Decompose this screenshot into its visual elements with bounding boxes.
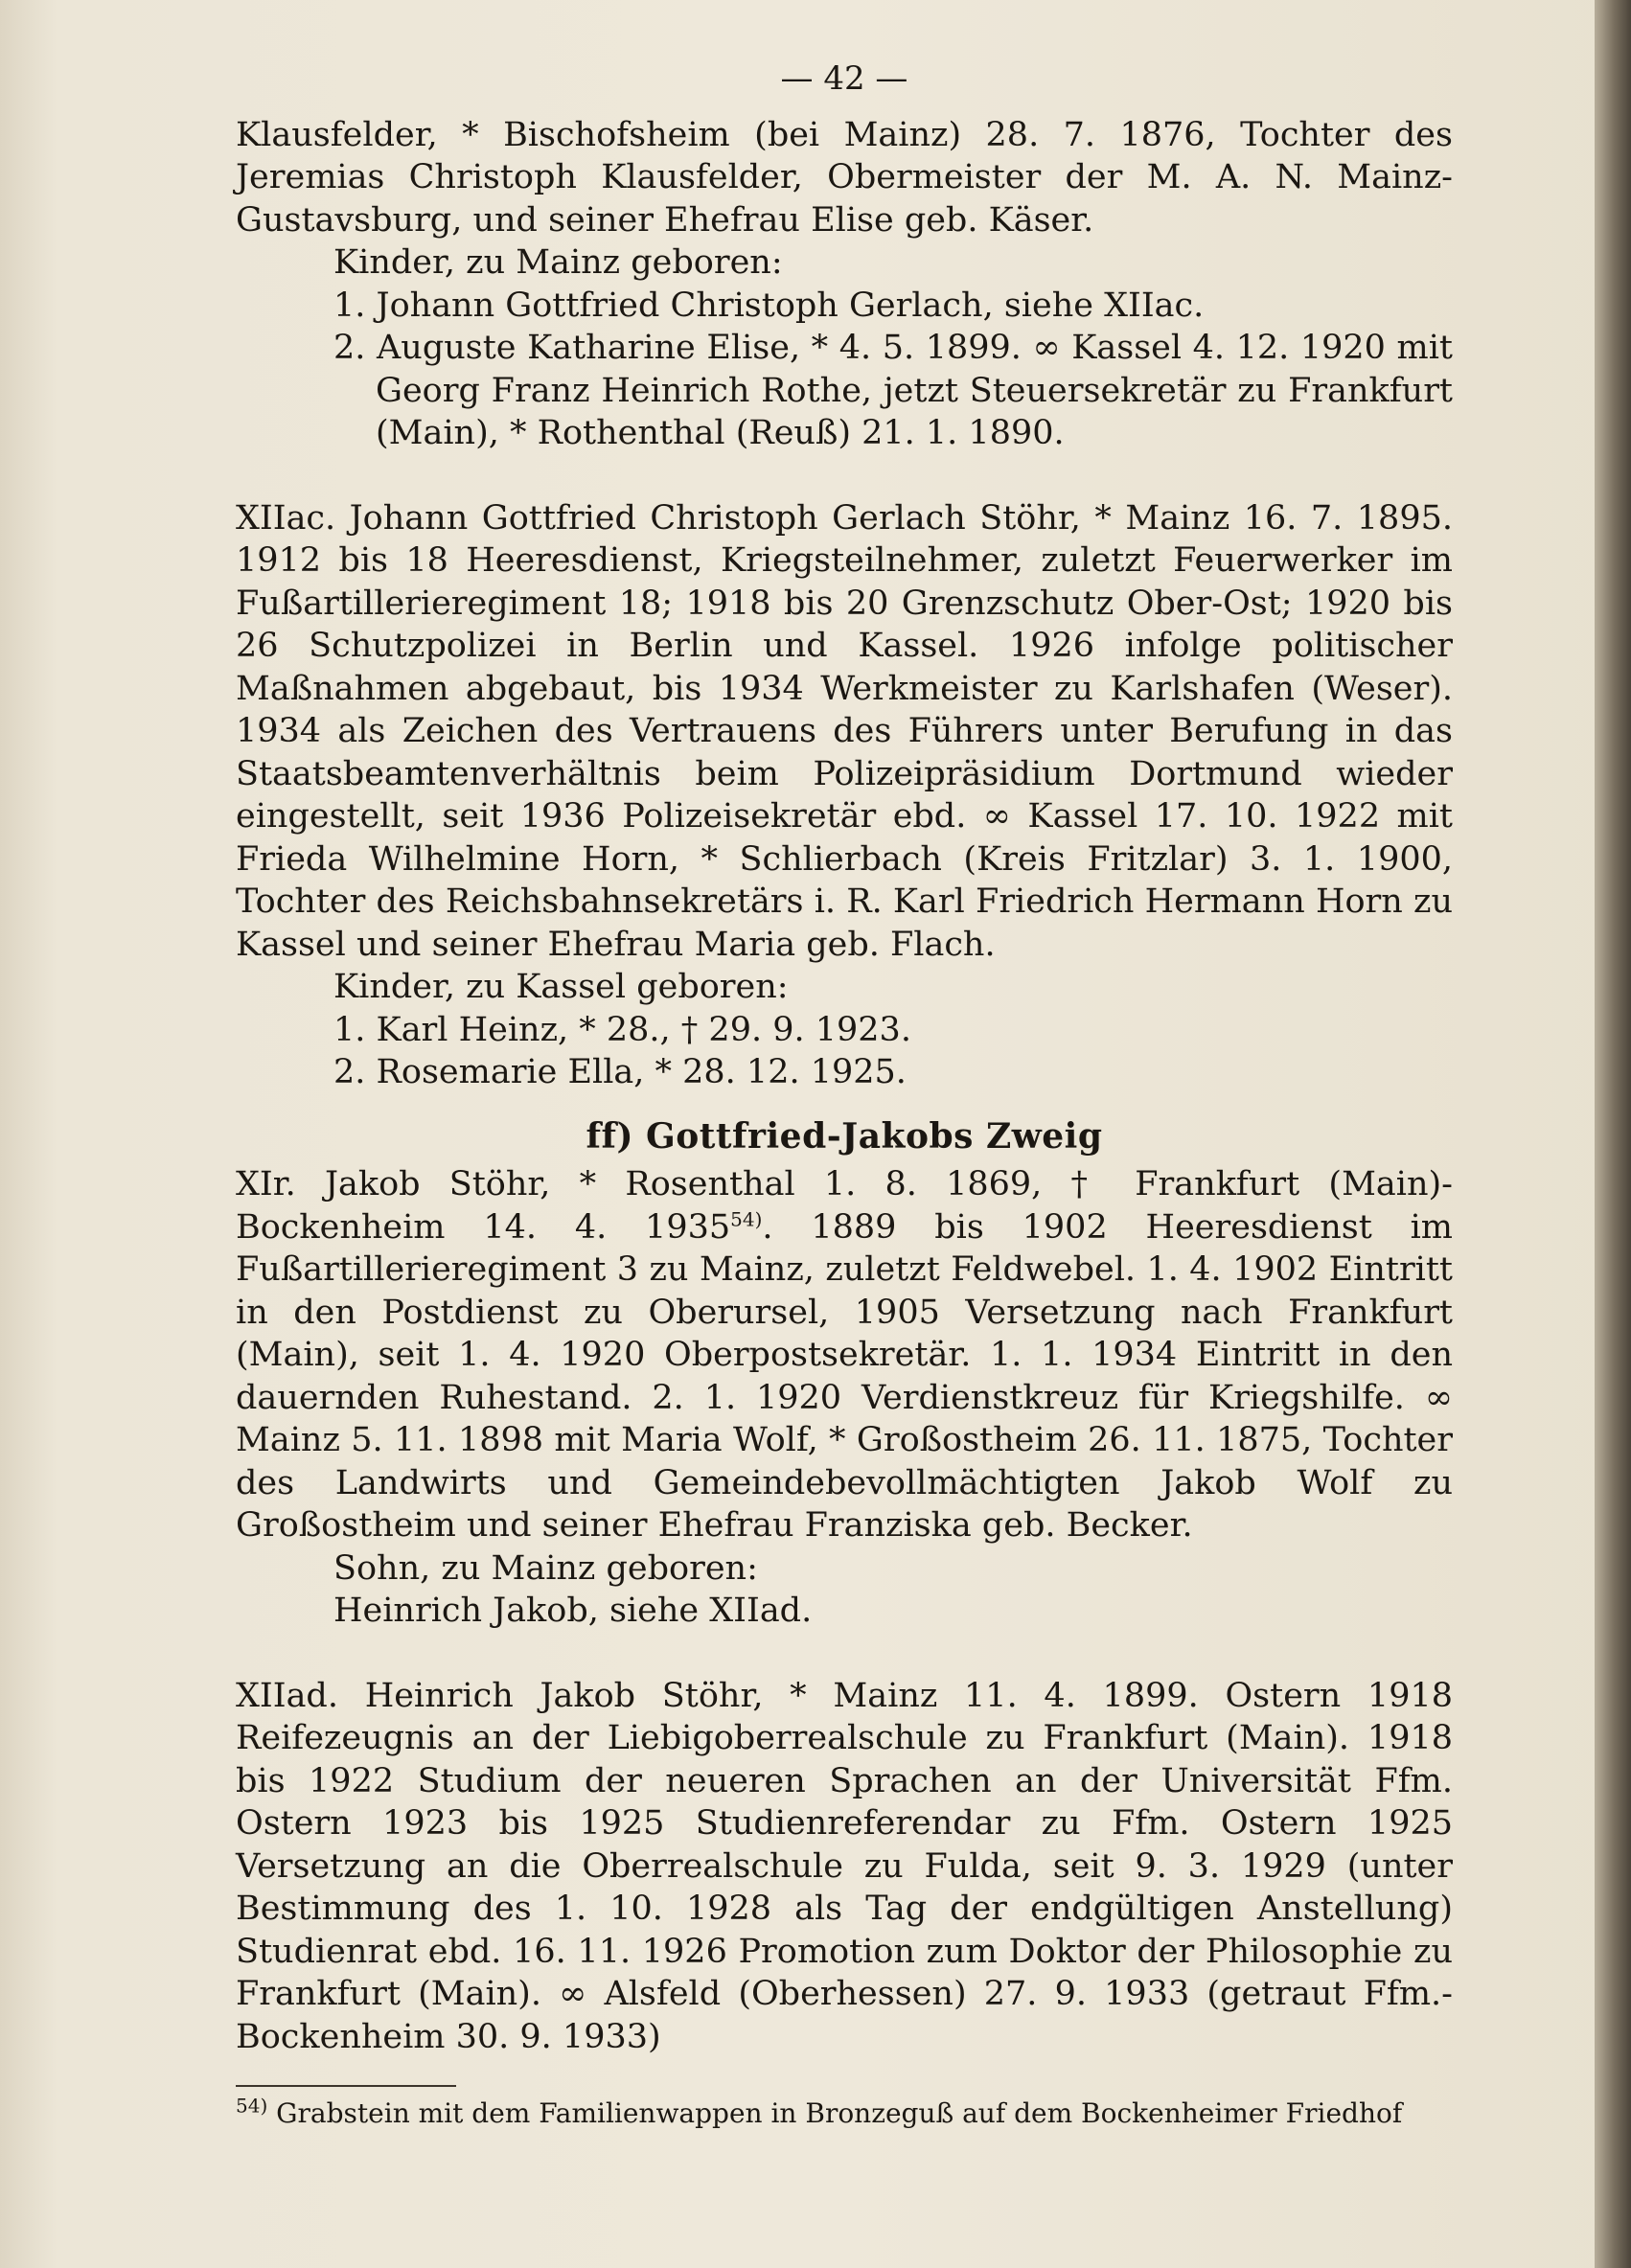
list-item-text: Johann Gottfried Christoph Gerlach, siehe XIIac.	[376, 286, 1205, 325]
footnote-text: Grabstein mit dem Familienwappen in Bronzeguß auf dem Bockenheimer Friedhof	[276, 2097, 1403, 2129]
paragraph-xir-main: XIr. Jakob Stöhr, * Rosenthal 1. 8. 1869, † Frankfurt (Main)-Bockenheim 14. 4. 1935	[236, 1165, 1453, 1247]
footnote-marker: 54)	[236, 2094, 268, 2118]
paragraph-xiiac: XIIac. Johann Gottfried Christoph Gerlach Stöhr, * Mainz 16. 7. 1895. 1912 bis 18 Heeresdienst, Kriegsteilnehmer, zuletzt Feuerwerker im Fußartillerieregiment 18; 1918 bis 20 Grenzschutz Ober-Ost; 1920 bis 26 Schutzpolizei in Berlin und Kassel. 1926 infolge politischer Maßnahmen abgebaut, bis 1934 Werkmeister zu Karlshafen (Weser). 1934 als Zeichen des Vertrauens des Führers unter Berufung in das Staatsbeamtenverhältnis beim Polizeipräsidium Dortmund wieder eingestellt, seit 1936 Polizeisekretär ebd. ∞ Kassel 17. 10. 1922 mit Frieda Wilhelmine Horn, * Schlierbach (Kreis Fritzlar) 3. 1. 1900, Tochter des Reichsbahnsekretärs i. R. Karl Friedrich Hermann Horn zu Kassel und seiner Ehefrau Maria geb. Flach.	[236, 498, 1453, 964]
list-item-text: Karl Heinz, * 28., † 29. 9. 1923.	[376, 1010, 911, 1049]
section-heading: ff) Gottfried-Jakobs Zweig	[586, 1115, 1103, 1157]
list-item	[236, 285, 1453, 328]
list-item-number: 1.	[333, 1010, 366, 1049]
list-item-text: Auguste Katharine Elise, * 4. 5. 1899. ∞ Kassel 4. 12. 1920 mit Georg Franz Heinrich Rothe, jetzt Steuersekretär zu Frankfurt (Main), * Rothenthal (Reuß) 21. 1. 1890.	[376, 329, 1453, 452]
spacer	[236, 455, 1453, 497]
list-item-number: 2.	[333, 329, 366, 367]
page-content	[236, 57, 1453, 2133]
children-heading-kassel: Kinder, zu Kassel geboren:	[333, 968, 789, 1006]
list-item	[236, 327, 1453, 455]
son-entry: Heinrich Jakob, siehe XIIad.	[333, 1592, 813, 1630]
page-number: — 42 —	[780, 59, 908, 98]
paragraph-xir	[236, 1163, 1453, 1547]
list-item-number: 2.	[333, 1053, 366, 1091]
list-item-text: Rosemarie Ella, * 28. 12. 1925.	[376, 1053, 907, 1091]
footnote-reference: 54)	[730, 1206, 763, 1230]
children-heading-mainz: Kinder, zu Mainz geboren:	[333, 243, 783, 282]
list-item-number: 1.	[333, 286, 366, 325]
paragraph-klausfelder: Klausfelder, * Bischofsheim (bei Mainz) 28. 7. 1876, Tochter des Jeremias Christoph Klausfelder, Obermeister der M. A. N. Mainz-Gustavsburg, und seiner Ehefrau Elise geb. Käser.	[236, 115, 1453, 240]
paragraph-xiiad: XIIad. Heinrich Jakob Stöhr, * Mainz 11. 4. 1899. Ostern 1918 Reifezeugnis an der Liebigoberrealschule zu Frankfurt (Main). 1918 bis 1922 Studium der neueren Sprachen an der Universität Ffm. Ostern 1923 bis 1925 Studienreferendar zu Ffm. Ostern 1925 Versetzung an die Oberrealschule zu Fulda, seit 9. 3. 1929 (unter Bestimmung des 1. 10. 1928 als Tag der endgültigen Anstellung) Studienrat ebd. 16. 11. 1926 Promotion zum Doktor der Philosophie zu Frankfurt (Main). ∞ Alsfeld (Oberhessen) 27. 9. 1933 (getraut Ffm.-Bockenheim 30. 9. 1933)	[236, 1676, 1453, 2056]
list-item	[236, 1051, 1453, 1094]
paragraph-xir-rest: . 1889 bis 1902 Heeresdienst im Fußartillerieregiment 3 zu Mainz, zuletzt Feldwebel. 1. 4. 1902 Eintritt in den Postdienst zu Oberursel, 1905 Versetzung nach Frankfurt (Main), seit 1. 4. 1920 Oberpostsekretär. 1. 1. 1934 Eintritt in den dauernden Ruhestand. 2. 1. 1920 Verdienstkreuz für Kriegshilfe. ∞ Mainz 5. 11. 1898 mit Maria Wolf, * Großostheim 26. 11. 1875, Tochter des Landwirts und Gemeindebevollmächtigten Jakob Wolf zu Großostheim und seiner Ehefrau Franziska geb. Becker.	[236, 1207, 1453, 1545]
son-heading: Sohn, zu Mainz geboren:	[333, 1548, 758, 1588]
spacer	[236, 1633, 1453, 1675]
book-binding-edge	[1595, 0, 1631, 2268]
footnote	[236, 2095, 1453, 2133]
footnote-divider	[236, 2085, 456, 2087]
list-item	[236, 1009, 1453, 1052]
